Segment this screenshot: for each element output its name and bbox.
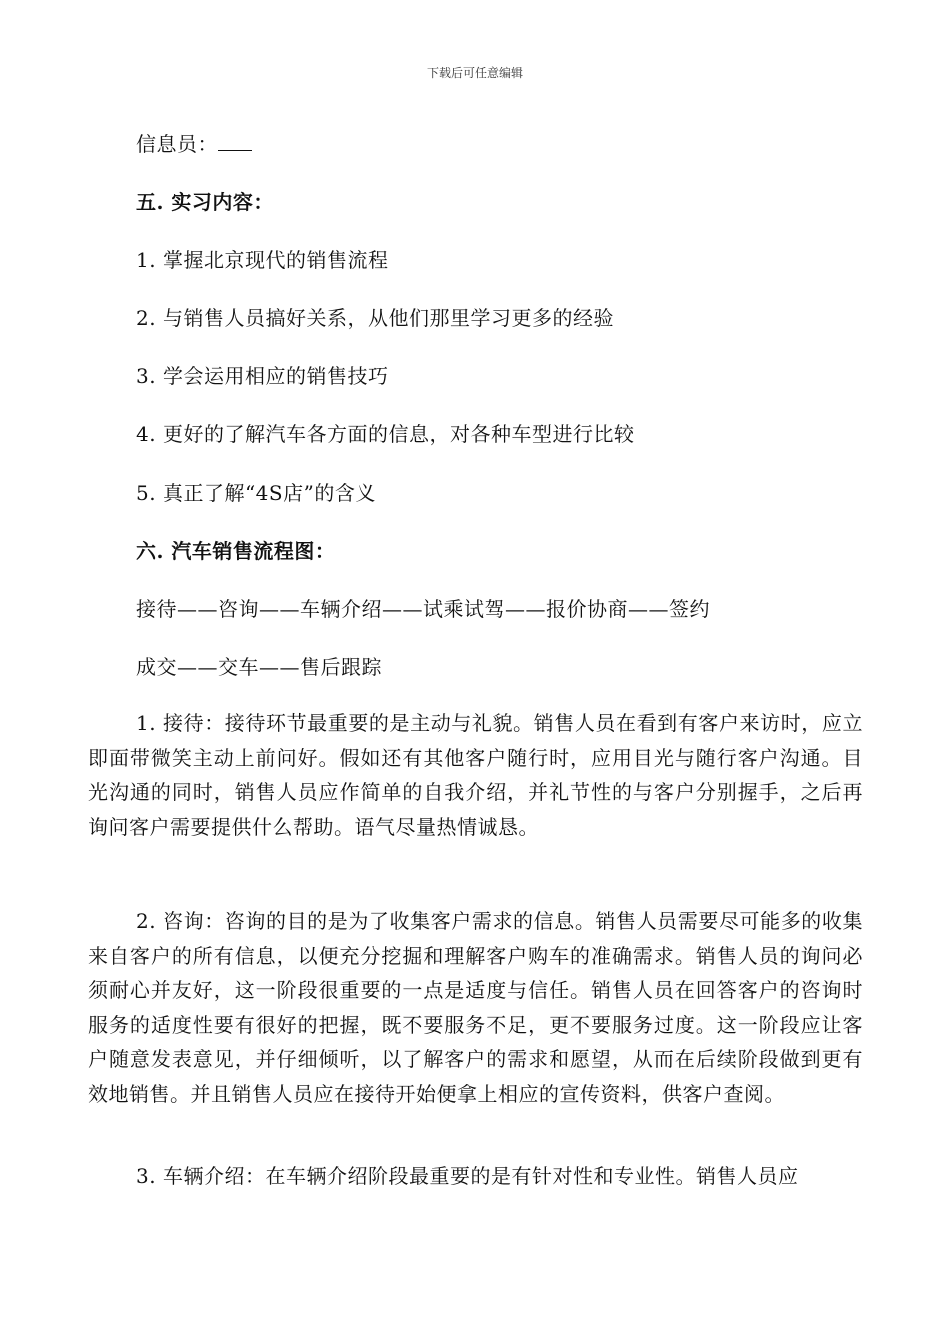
list-item: 2. 与销售人员搞好关系，从他们那里学习更多的经验 [136,306,614,330]
section-6-heading: 六. 汽车销售流程图： [136,539,336,563]
section-5-heading: 五. 实习内容： [136,190,274,214]
flow-line: 成交——交车——售后跟踪 [136,655,382,679]
page-header: 下载后可任意编辑 [426,66,523,80]
list-item: 4. 更好的了解汽车各方面的信息，对各种车型进行比较 [136,422,635,446]
info-label: 信息员： [136,132,218,156]
flow-line: 接待——咨询——车辆介绍——试乘试驾——报价协商——签约 [136,597,710,621]
list-item: 5. 真正了解“4S店”的含义 [136,481,376,505]
paragraph-consultation: 2. 咨询：咨询的目的是为了收集客户需求的信息。销售人员需要尽可能多的收集来自客户的所有信息，以便充分挖掘和理解客户购车的准确需求。销售人员的询问必须耐心并友好，这一阶段很重要的一点是适度与信任。销售人员在回答客户的咨询时服务的适度性要有很好的把握，既不要服务不足，更不要服务过度。这一阶段应让客户随意发表意见，并仔细倾听，以了解客户的需求和愿望，从而在后续阶段做到更有效地销售。并且销售人员应在接待开始便拿上相应的宣传资料，供客户查阅。 [88,909,863,1106]
info-line [136,128,252,157]
paragraph-reception: 1. 接待：接待环节最重要的是主动与礼貌。销售人员在看到有客户来访时，应立即面带微笑主动上前问好。假如还有其他客户随行时，应用目光与随行客户沟通。目光沟通的同时，销售人员应作简单的自我介绍，并礼节性的与客户分别握手，之后再询问客户需要提供什么帮助。语气尽量热情诚恳。 [88,711,863,839]
blank-field-underline [218,134,252,151]
list-item: 1. 掌握北京现代的销售流程 [136,248,389,272]
paragraph-vehicle-intro: 3. 车辆介绍：在车辆介绍阶段最重要的是有针对性和专业性。销售人员应 [136,1164,799,1188]
list-item: 3. 学会运用相应的销售技巧 [136,364,389,388]
